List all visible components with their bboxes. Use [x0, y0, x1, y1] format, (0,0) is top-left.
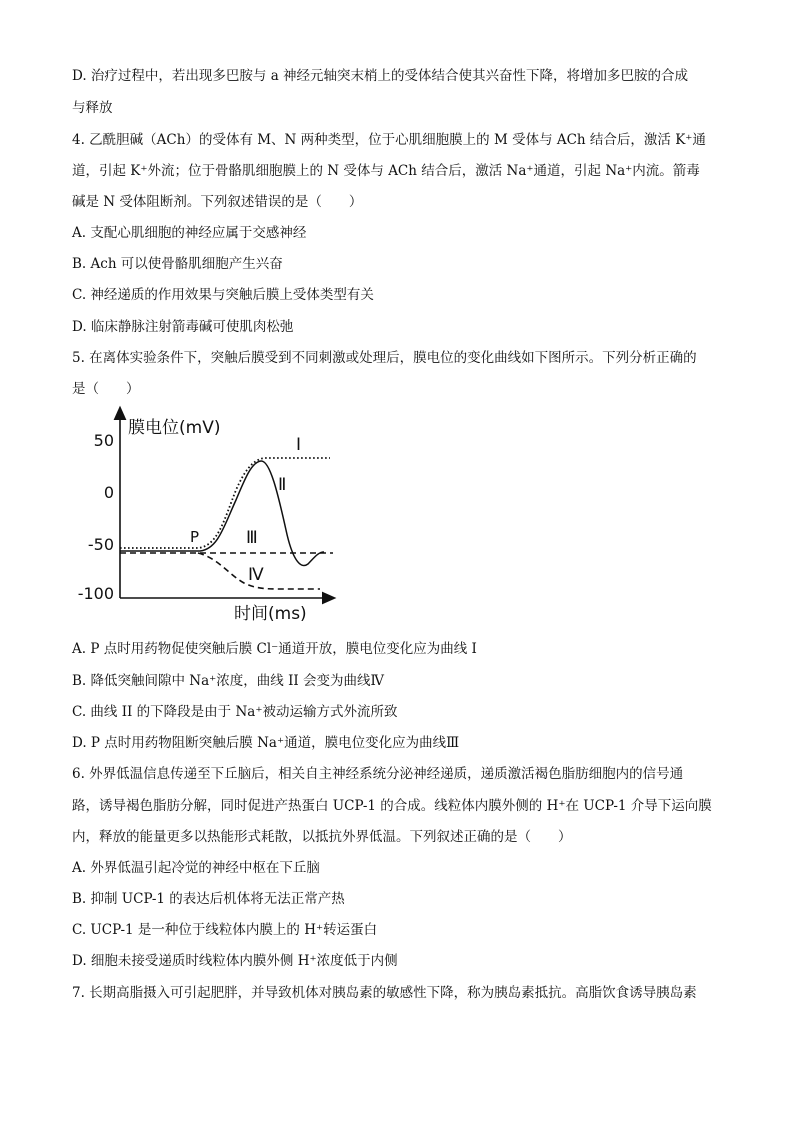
text-line: B. Ach 可以使骨骼肌细胞产生兴奋 [72, 256, 283, 272]
text-line: C. 神经递质的作用效果与突触后膜上受体类型有关 [72, 287, 374, 303]
text-line: D. 治疗过程中，若出现多巴胺与 a 神经元轴突末梢上的受体结合使其兴奋性下降，将增加多巴胺的合成 [72, 68, 689, 84]
text-line: 4. 乙酰胆碱（ACh）的受体有 M、N 两种类型，位于心肌细胞膜上的 M 受体与 ACh 结合后，激活 K⁺通 [72, 132, 706, 148]
curve-i-label: I [296, 435, 302, 455]
curve-iii-label: Ⅲ [246, 528, 258, 548]
text-line: D. 细胞未接受递质时线粒体内膜外侧 H⁺浓度低于内侧 [72, 953, 398, 969]
membrane-potential-figure [68, 402, 348, 630]
text-line: 道，引起 K⁺外流；位于骨骼肌细胞膜上的 N 受体与 ACh 结合后，激活 Na⁺通道，引起 Na⁺内流。箭毒 [72, 163, 700, 179]
text-line: C. UCP-1 是一种位于线粒体内膜上的 H⁺转运蛋白 [72, 922, 378, 938]
text-line: 内，释放的能量更多以热能形式耗散，以抵抗外界低温。下列叙述正确的是（ ） [72, 829, 572, 845]
text-line: A. 支配心肌细胞的神经应属于交感神经 [72, 225, 307, 241]
curve-iv-label: Ⅳ [248, 565, 264, 585]
x-axis-label: 时间(ms) [234, 604, 307, 624]
point-p-label: P [190, 528, 200, 546]
text-line: 与释放 [72, 100, 113, 116]
text-line: D. 临床静脉注射箭毒碱可使肌肉松弛 [72, 319, 294, 335]
text-line: 路，诱导褐色脂肪分解，同时促进产热蛋白 UCP-1 的合成。线粒体内膜外侧的 H⁺在 UCP-1 介导下运向膜 [72, 798, 712, 814]
text-line: A. 外界低温引起冷觉的神经中枢在下丘脑 [72, 860, 320, 876]
text-line: A. P 点时用药物促使突触后膜 Cl⁻通道开放，膜电位变化应为曲线 I [72, 641, 477, 657]
y-tick-label: -100 [77, 584, 114, 603]
curve-ii-label: Ⅱ [278, 475, 287, 495]
text-line: 是（ ） [72, 381, 140, 397]
curve-i [120, 458, 330, 548]
y-tick-label: -50 [87, 535, 114, 554]
text-line: 7. 长期高脂摄入可引起肥胖，并导致机体对胰岛素的敏感性下降，称为胰岛素抵抗。高脂饮食诱导胰岛素 [72, 985, 697, 1001]
curve-ii [120, 461, 324, 566]
y-tick-label: 0 [103, 483, 114, 502]
y-tick-label: 50 [93, 431, 114, 450]
text-line: D. P 点时用药物阻断突触后膜 Na⁺通道，膜电位变化应为曲线Ⅲ [72, 735, 460, 751]
text-line: 碱是 N 受体阻断剂。下列叙述错误的是（ ） [72, 194, 363, 210]
text-line: 5. 在离体实验条件下，突触后膜受到不同刺激或处理后，膜电位的变化曲线如下图所示。下列分析正确的 [72, 350, 697, 366]
text-line: B. 降低突触间隙中 Na⁺浓度，曲线 II 会变为曲线Ⅳ [72, 673, 385, 689]
y-axis-label: 膜电位(mV) [128, 418, 221, 438]
text-line: B. 抑制 UCP-1 的表达后机体将无法正常产热 [72, 891, 345, 907]
text-line: C. 曲线 II 的下降段是由于 Na⁺被动运输方式外流所致 [72, 704, 398, 720]
text-line: 6. 外界低温信息传递至下丘脑后，相关自主神经系统分泌神经递质，递质激活褐色脂肪细胞内的信号通 [72, 766, 684, 782]
